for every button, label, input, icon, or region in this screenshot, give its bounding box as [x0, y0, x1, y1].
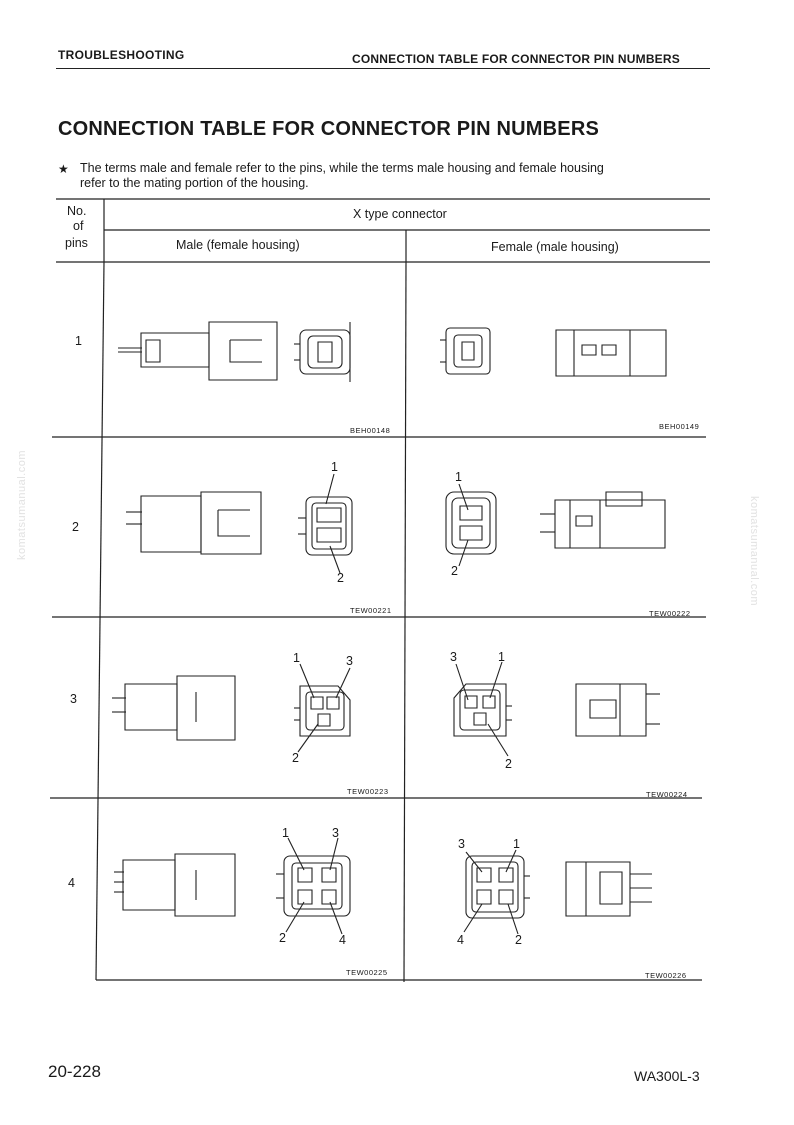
section-header: TROUBLESHOOTING: [58, 48, 185, 62]
pin-label: 1: [331, 460, 338, 474]
connector-2-female-drawing: [446, 484, 665, 566]
connector-4-male-drawing: [114, 838, 350, 934]
pin-label: 1: [513, 837, 520, 851]
pin-label: 3: [450, 650, 457, 664]
pin-label: 1: [455, 470, 462, 484]
note-text-line-2: refer to the mating portion of the housing.: [80, 176, 309, 190]
pin-label: 1: [293, 651, 300, 665]
row-pins-number: 2: [72, 520, 79, 534]
figure-code: TEW00226: [645, 971, 687, 980]
column-header-female: Female (male housing): [491, 240, 619, 254]
pin-label: 2: [279, 931, 286, 945]
pin-label: 3: [346, 654, 353, 668]
connector-2-male-drawing: [126, 474, 352, 573]
pin-label: 2: [337, 571, 344, 585]
pin-label: 2: [515, 933, 522, 947]
watermark-right: komatsumanual.com: [748, 496, 760, 606]
pin-label: 3: [458, 837, 465, 851]
table-grid: [50, 199, 710, 982]
model-number: WA300L-3: [634, 1068, 700, 1084]
connector-3-male-drawing: [112, 664, 350, 752]
row-pins-number: 4: [68, 876, 75, 890]
figure-code: TEW00222: [649, 609, 691, 618]
connector-1-female-drawing: [440, 328, 666, 376]
column-header-of: of: [73, 219, 84, 233]
pin-label: 3: [332, 826, 339, 840]
page-number: 20-228: [48, 1062, 101, 1081]
pin-label: 2: [451, 564, 458, 578]
pin-label: 2: [505, 757, 512, 771]
column-header-male: Male (female housing): [176, 238, 300, 252]
column-header-no: No.: [67, 204, 87, 218]
pin-label: 1: [282, 826, 289, 840]
figure-code: TEW00225: [346, 968, 388, 977]
row-pins-number: 1: [75, 334, 82, 348]
figure-code: BEH00148: [350, 426, 391, 435]
watermark-left: komatsumanual.com: [16, 450, 28, 560]
star-icon: ★: [58, 162, 69, 176]
row-pins-number: 3: [70, 692, 77, 706]
connector-4-female-drawing: [464, 850, 652, 934]
figure-code: TEW00221: [350, 606, 392, 615]
page-topic-header: CONNECTION TABLE FOR CONNECTOR PIN NUMBERS: [352, 52, 680, 66]
page-title: CONNECTION TABLE FOR CONNECTOR PIN NUMBERS: [58, 118, 599, 140]
connector-1-male-drawing: [118, 322, 350, 382]
pin-label: 4: [339, 933, 346, 947]
connector-3-female-drawing: [454, 662, 660, 756]
figure-code: BEH00149: [659, 422, 700, 431]
pin-label: 1: [498, 650, 505, 664]
figure-code: TEW00223: [347, 787, 389, 796]
note-text-line-1: The terms male and female refer to the pins, while the terms male housing and female housing: [80, 161, 604, 175]
group-header-x-type: X type connector: [353, 207, 447, 221]
pin-label: 2: [292, 751, 299, 765]
column-header-pins: pins: [65, 236, 88, 250]
pin-label: 4: [457, 933, 464, 947]
figure-code: TEW00224: [646, 790, 688, 799]
